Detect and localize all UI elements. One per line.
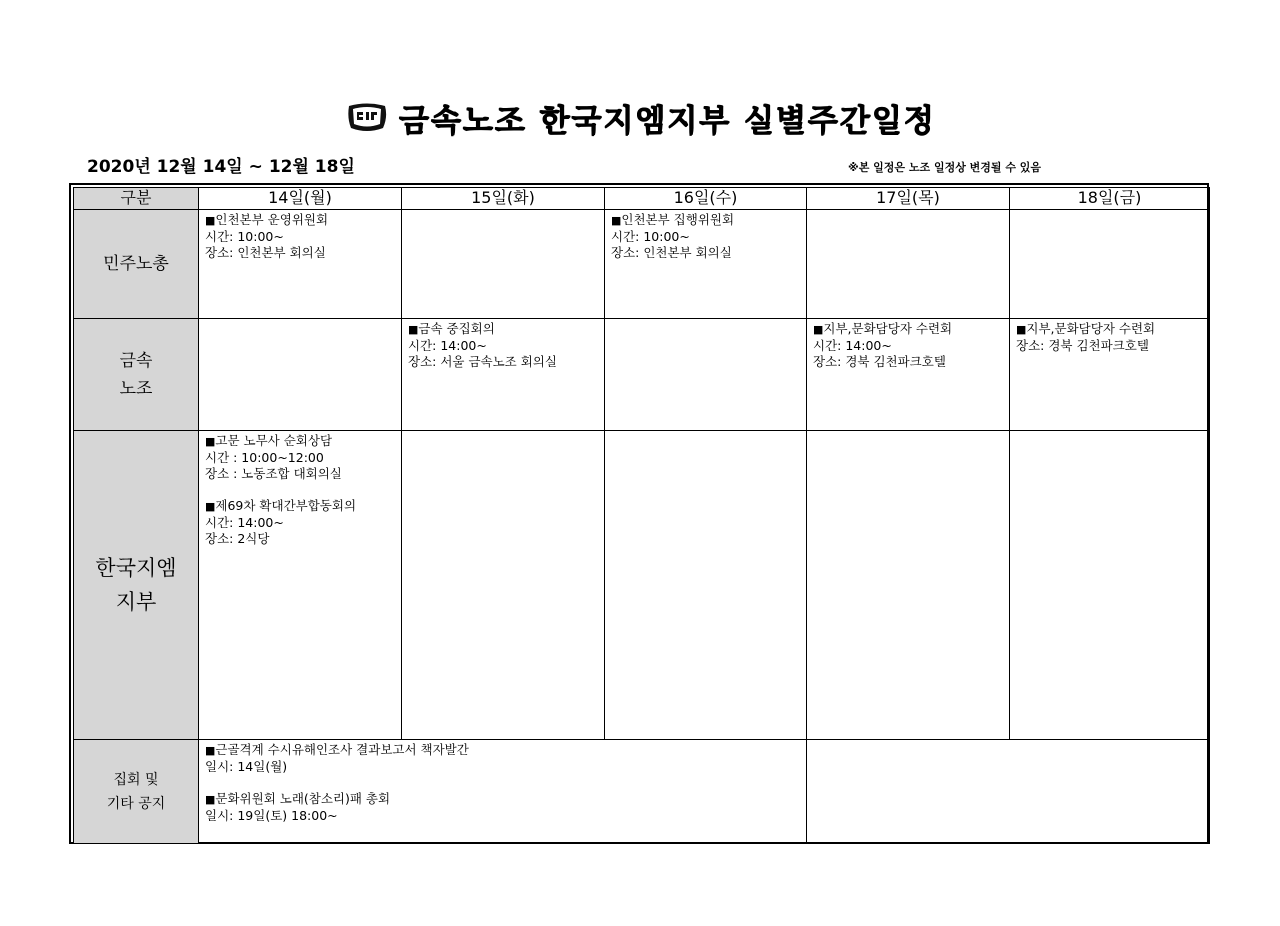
event-title: ■ 지부,문화담당자 수련회 [813,321,1009,338]
schedule-cell [1010,431,1210,740]
event-detail: 시간: 14:00~ [813,338,892,353]
header-row [74,188,1210,210]
event-detail: 시간: 10:00~ [611,229,690,244]
event-detail: 장소: 서울 금속노조 회의실 [408,354,557,369]
schedule-cell [199,319,402,431]
notice-cell-right [807,740,1210,844]
row-label [74,740,199,844]
event-title: ■ 문화위원회 노래(참소리)패 총회 [205,791,806,808]
event-title: ■ 지부,문화담당자 수련회 [1016,321,1209,338]
schedule-cell [199,431,402,740]
schedule-cell [807,210,1010,319]
schedule-cell [199,210,402,319]
event-detail: 시간 : 10:00~12:00 [205,450,324,465]
day-header: 17일(목) [807,188,1010,210]
schedule-cell [1010,210,1210,319]
notice-cell-left [199,740,807,844]
schedule-cell [1010,319,1210,431]
row-label-line: 금속 [119,350,153,371]
event-detail: 장소: 인천본부 회의실 [611,245,732,260]
event-title: ■ 금속 중집회의 [408,321,604,338]
event-detail: 시간: 14:00~ [205,515,284,530]
event-detail: 시간: 10:00~ [205,229,284,244]
schedule-cell [605,319,807,431]
event-entry [1016,321,1209,354]
event-entry [205,212,401,261]
event-entry [205,791,806,824]
day-header: 14일(월) [199,188,402,210]
schedule-period: 2020년 12월 14일 ~ 12월 18일 [87,157,355,177]
page-title: 금속노조 한국지엠지부 실별주간일정 [398,102,936,139]
row-label-line: 기타 공지 [106,795,166,812]
event-detail: 시간: 14:00~ [408,338,487,353]
day-header: 15일(화) [402,188,605,210]
event-detail: 장소 : 노동조합 대회의실 [205,466,342,481]
event-detail: 장소: 인천본부 회의실 [205,245,326,260]
event-entry [205,742,806,775]
row-label-line: 민주노총 [103,254,169,274]
row-notice [74,740,1210,844]
event-title: ■ 인천본부 운영위원회 [205,212,401,229]
event-title: ■ 근골격계 수시유해인조사 결과보고서 책자발간 [205,742,806,759]
schedule-cell [605,210,807,319]
row-label-line: 집회 및 [113,771,159,788]
row-geumsok [74,319,1210,431]
row-label-line: 지부 [115,590,157,614]
row-label-line: 한국지엠 [95,556,177,580]
row-gm [74,431,1210,740]
event-entry [408,321,604,370]
title-bar [0,95,1280,139]
union-logo-icon [345,100,389,134]
event-entry [611,212,806,261]
event-entry [813,321,1009,370]
row-minju [74,210,1210,319]
row-label [74,431,199,740]
schedule-cell [807,431,1010,740]
event-entry [205,433,401,482]
schedule-notice: ※본 일정은 노조 일정상 변경될 수 있음 [848,161,1042,174]
event-title: ■ 제69차 확대간부합동회의 [205,498,401,515]
schedule-cell [807,319,1010,431]
schedule-cell [402,319,605,431]
event-detail: 일시: 14일(월) [205,759,288,774]
day-header: 16일(수) [605,188,807,210]
row-label [74,210,199,319]
weekly-schedule-table [73,187,1210,844]
row-label-line: 노조 [119,378,153,399]
row-label [74,319,199,431]
event-title: ■ 인천본부 집행위원회 [611,212,806,229]
event-detail: 장소: 경북 김천파크호텔 [1016,338,1149,353]
event-title: ■ 고문 노무사 순회상담 [205,433,401,450]
schedule-cell [402,210,605,319]
event-detail: 장소: 경북 김천파크호텔 [813,354,946,369]
event-detail: 일시: 19일(토) 18:00~ [205,808,338,823]
day-header: 18일(금) [1010,188,1210,210]
event-detail: 장소: 2식당 [205,531,270,546]
schedule-cell [402,431,605,740]
event-entry [205,498,401,547]
header-corner: 구분 [74,188,199,210]
schedule-cell [605,431,807,740]
